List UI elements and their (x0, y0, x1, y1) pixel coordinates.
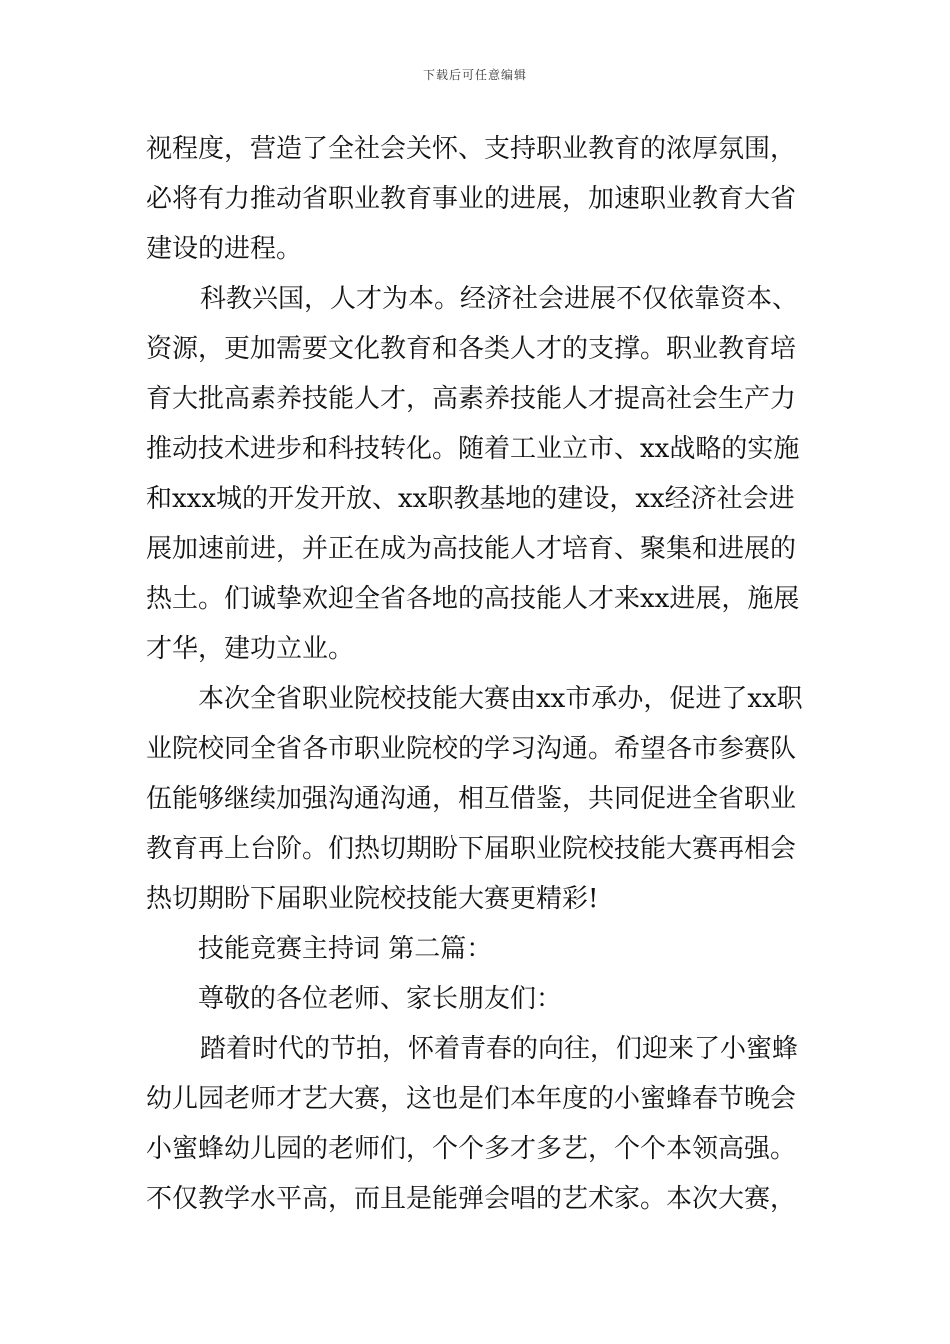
text-line: 必将有力推动省职业教育事业的进展，加速职业教育大省 (146, 184, 797, 214)
text-line: 育大批高素养技能人才，高素养技能人才提高社会生产力 (146, 384, 797, 414)
text-line: 科教兴国，人才为本。经济社会进展不仅依靠资本、 (200, 284, 799, 314)
text-line: 资源，更加需要文化教育和各类人才的支撑。职业教育培 (146, 334, 797, 364)
text-line: 伍能够继续加强沟通沟通，相互借鉴，共同促进全省职业 (146, 784, 797, 814)
text-line: 和xxx城的开发开放、xx职教基地的建设，xx经济社会进 (146, 484, 795, 514)
text-line: 展加速前进，并正在成为高技能人才培育、聚集和进展的 (146, 534, 797, 564)
text-line: 尊敬的各位老师、家长朋友们： (198, 984, 563, 1014)
text-line: 本次全省职业院校技能大赛由xx市承办，促进了xx职 (198, 684, 803, 714)
text-line: 教育再上台阶。们热切期盼下届职业院校技能大赛再相会 (146, 834, 797, 864)
text-line: 业院校同全省各市职业院校的学习沟通。希望各市参赛队 (146, 734, 797, 764)
text-line: 推动技术进步和科技转化。随着工业立市、xx战略的实施 (146, 434, 800, 464)
text-line: 建设的进程。 (146, 234, 303, 264)
text-line: 幼儿园老师才艺大赛，这也是们本年度的小蜜蜂春节晚会 (146, 1084, 797, 1114)
text-line: 热切期盼下届职业院校技能大赛更精彩! (146, 884, 599, 914)
text-line: 不仅教学水平高，而且是能弹会唱的艺术家。本次大赛， (146, 1184, 797, 1214)
text-line: 小蜜蜂幼儿园的老师们，个个多才多艺，个个本领高强。 (146, 1134, 797, 1164)
text-line: 踏着时代的节拍，怀着青春的向往，们迎来了小蜜蜂 (200, 1034, 799, 1064)
text-line: 热土。们诚挚欢迎全省各地的高技能人才来xx进展，施展 (146, 584, 800, 614)
section-heading: 技能竞赛主持词 第二篇： (198, 934, 493, 964)
text-line: 才华，建功立业。 (146, 634, 355, 664)
page-header: 下载后可任意编辑 (422, 68, 527, 82)
text-line: 视程度，营造了全社会关怀、支持职业教育的浓厚氛围， (146, 134, 797, 164)
